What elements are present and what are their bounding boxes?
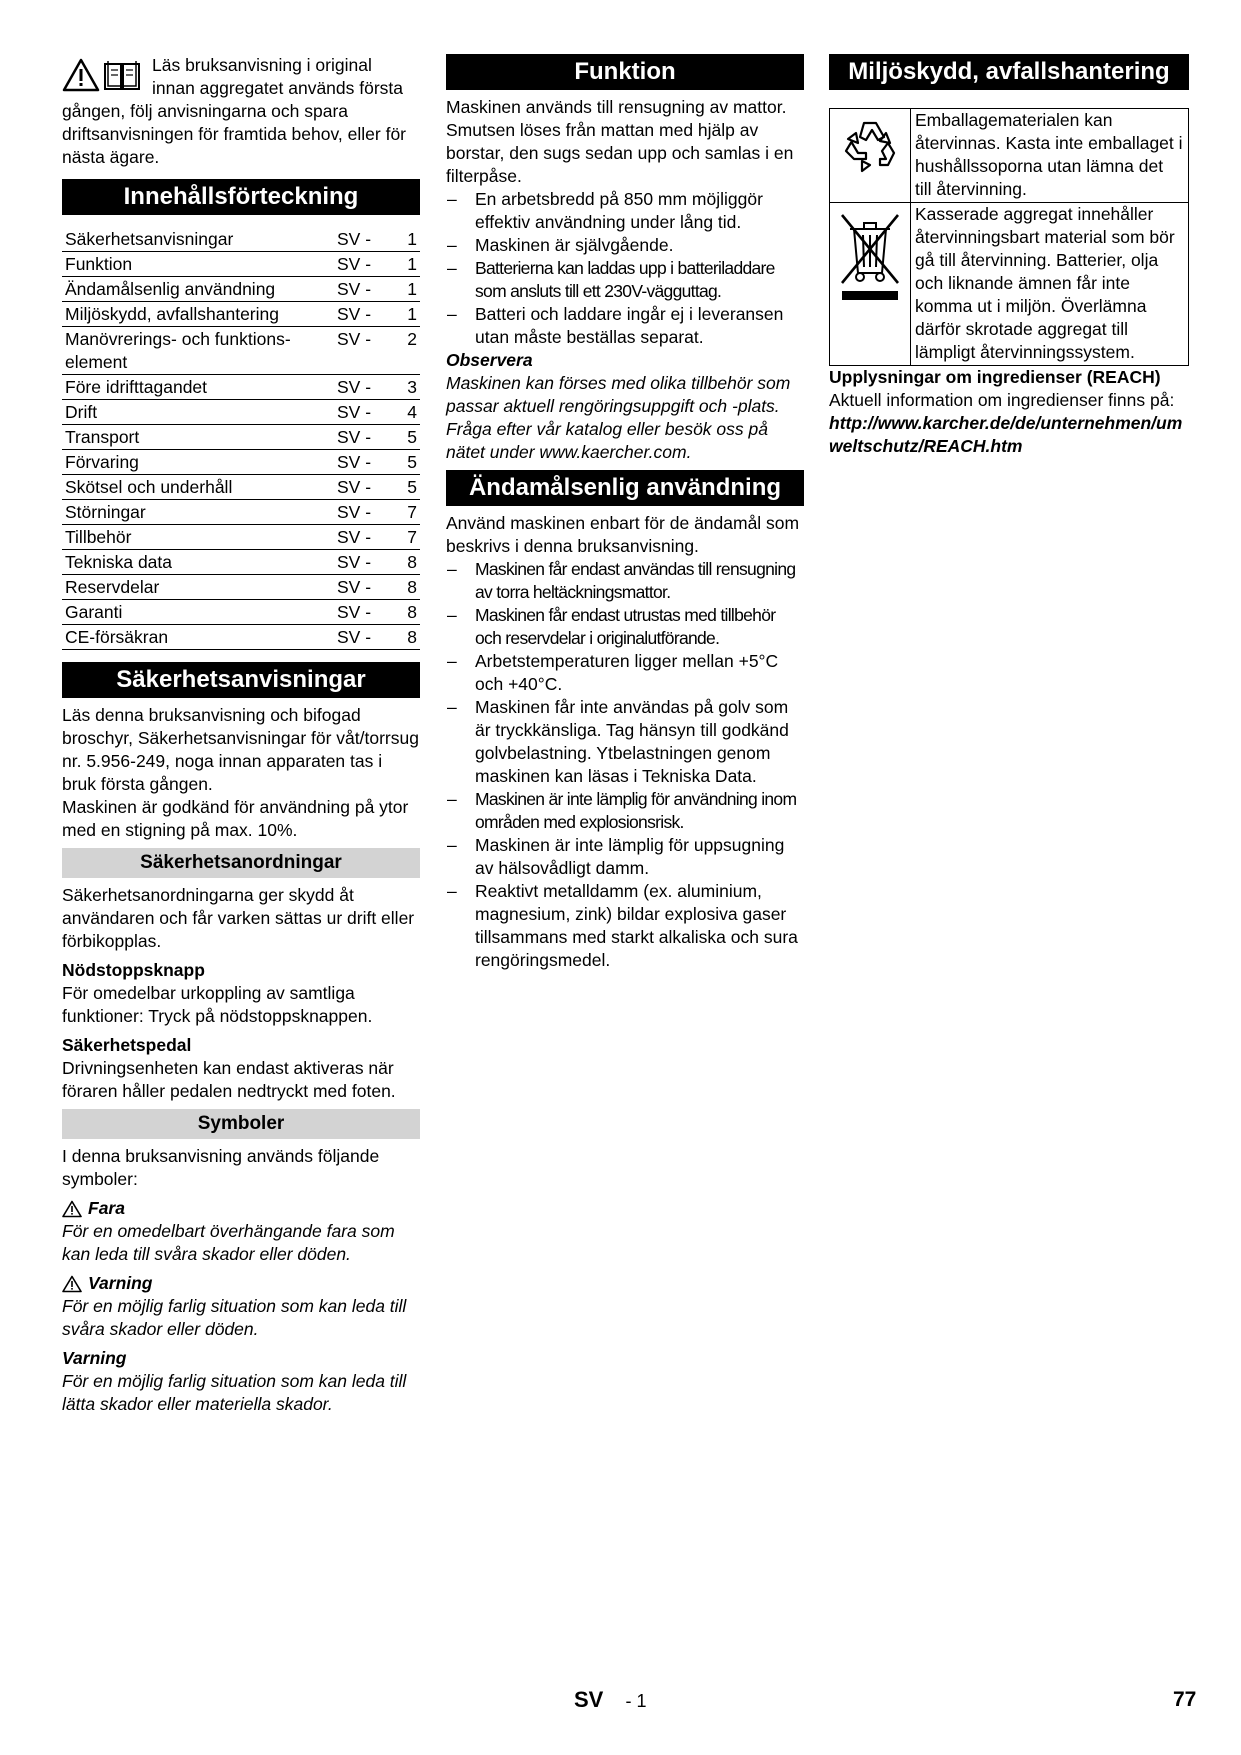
toc-entry-label: Före idrifttagandet — [62, 375, 334, 400]
safety-devices-text: Säkerhetsanordningarna ger skydd åt användaren och får varken sättas ur drift eller förbikopplas. — [62, 885, 415, 951]
toc-entry-page: 7 — [396, 500, 420, 525]
toc-entry-section: SV - — [334, 425, 396, 450]
toc-entry-page: 1 — [396, 277, 420, 302]
toc-entry-section: SV - — [334, 550, 396, 575]
toc-entry-section: SV - — [334, 252, 396, 277]
toc-entry-section: SV - — [334, 500, 396, 525]
toc-row[interactable] — [62, 575, 420, 600]
warning-symbol-heading — [62, 1272, 420, 1295]
recycling-icon — [838, 113, 902, 177]
toc-entry-page: 1 — [396, 302, 420, 327]
toc-row[interactable] — [62, 475, 420, 500]
list-item: – Maskinen är självgående. — [446, 234, 804, 257]
toc-entry-section: SV - — [334, 227, 396, 252]
note-text-2: Fråga efter vår katalog eller besök oss på nätet under www.kaercher.com. — [446, 419, 768, 462]
toc-entry-page: 8 — [396, 600, 420, 625]
toc-entry-label: Drift — [62, 400, 334, 425]
toc-row[interactable] — [62, 227, 420, 252]
caution-text: För en möjlig farlig situation som kan leda till lätta skador eller materiella skador. — [62, 1371, 407, 1414]
toc-row[interactable] — [62, 500, 420, 525]
list-item: – Maskinen är inte lämplig för uppsugning av hälsovådligt damm. — [446, 834, 804, 880]
toc-entry-label: CE-försäkran — [62, 625, 334, 650]
toc-entry-page: 8 — [396, 550, 420, 575]
toc-entry-label: Tillbehör — [62, 525, 334, 550]
toc-entry-label: Tekniska data — [62, 550, 334, 575]
intro-icons — [62, 58, 142, 92]
estop-heading: Nödstoppsknapp — [62, 960, 205, 980]
toc-entry-label: Funktion — [62, 252, 334, 277]
toc-entry-section: SV - — [334, 575, 396, 600]
toc-entry-section: SV - — [334, 277, 396, 302]
crossed-bin-icon — [836, 207, 904, 303]
caution-label: Varning — [62, 1348, 127, 1368]
toc-entry-section: SV - — [334, 625, 396, 650]
toc-heading: Innehållsförteckning — [62, 179, 420, 215]
function-text: Maskinen används till rensugning av mattor. Smutsen löses från mattan med hjälp av borstar, den sugs sedan upp och samlas i en filterpåse. — [446, 97, 794, 186]
toc-entry-label: Förvaring — [62, 450, 334, 475]
danger-text: För en omedelbart överhängande fara som kan leda till svåra skador eller döden. — [62, 1221, 395, 1264]
safety-paragraph-1: Läs denna bruksanvisning och bifogad broschyr, Säkerhetsanvisningar för våt/torrsug nr. 5.956-249, noga innan apparaten tas i bruk första gången. — [62, 705, 419, 794]
column-right — [829, 54, 1189, 458]
list-item: – Maskinen får endast användas till rensugning av torra heltäckningsmattor. — [446, 558, 804, 604]
safety-devices-heading: Säkerhetsanordningar — [62, 848, 420, 878]
toc-entry-label: Miljöskydd, avfallshantering — [62, 302, 334, 327]
toc-entry-label: Manövrerings- och funktions-element — [62, 327, 334, 375]
reach-text: Aktuell information om ingredienser finns på: — [829, 390, 1175, 410]
danger-label: Fara — [88, 1198, 125, 1218]
intro-rest: gången, följ anvisningarna och spara driftsanvisningen för framtida behov, eller för nästa ägare. — [62, 101, 407, 167]
safety-paragraph-2: Maskinen är godkänd för användning på ytor med en stigning på max. 10%. — [62, 797, 409, 840]
list-item: – Maskinen är inte lämplig för användning inom områden med explosionsrisk. — [446, 788, 804, 834]
intro-line-1: Läs bruksanvisning i original — [152, 55, 372, 75]
toc-entry-page: 8 — [396, 625, 420, 650]
toc-row[interactable] — [62, 600, 420, 625]
toc-row[interactable] — [62, 327, 420, 375]
intended-use-text: Använd maskinen enbart för de ändamål som beskrivs i denna bruksanvisning. — [446, 513, 800, 556]
toc-row[interactable] — [62, 375, 420, 400]
list-item: – En arbetsbredd på 850 mm möjliggör effektiv användning under lång tid. — [446, 188, 804, 234]
toc-entry-label: Garanti — [62, 600, 334, 625]
toc-entry-page: 4 — [396, 400, 420, 425]
list-item: – Maskinen får endast utrustas med tillbehör och reservdelar i originalutförande. — [446, 604, 804, 650]
reach-link[interactable]: http://www.karcher.de/de/unternehmen/umweltschutz/REACH.htm — [829, 413, 1183, 456]
column-middle — [446, 54, 804, 972]
warning-triangle-icon — [62, 1275, 82, 1293]
toc-row[interactable] — [62, 550, 420, 575]
warning-triangle-icon — [62, 58, 100, 92]
pedal-heading: Säkerhetspedal — [62, 1035, 192, 1055]
warning-label: Varning — [88, 1273, 153, 1293]
page-number: 77 — [1173, 1688, 1197, 1711]
function-heading: Funktion — [446, 54, 804, 90]
toc-entry-label: Säkerhetsanvisningar — [62, 227, 334, 252]
warning-text: För en möjlig farlig situation som kan leda till svåra skador eller döden. — [62, 1296, 407, 1339]
toc-row[interactable] — [62, 302, 420, 327]
toc-entry-section: SV - — [334, 600, 396, 625]
toc-entry-page: 5 — [396, 450, 420, 475]
danger-symbol-heading — [62, 1197, 420, 1220]
intro-line-2: innan aggregatet används första — [152, 78, 404, 98]
pedal-text: Drivningsenheten kan endast aktiveras när föraren håller pedalen nedtryckt med foten. — [62, 1058, 396, 1101]
toc-entry-section: SV - — [334, 475, 396, 500]
toc-entry-page: 2 — [396, 327, 420, 375]
list-item: – Arbetstemperaturen ligger mellan +5°C och +40°C. — [446, 650, 804, 696]
estop-text: För omedelbar urkoppling av samtliga funktioner: Tryck på nödstoppsknappen. — [62, 983, 373, 1026]
toc-row[interactable] — [62, 277, 420, 302]
toc-row[interactable] — [62, 625, 420, 650]
toc-entry-section: SV - — [334, 302, 396, 327]
symbols-heading: Symboler — [62, 1109, 420, 1139]
manual-book-icon — [102, 58, 142, 92]
packaging-text: Emballagematerialen kan återvinnas. Kasta inte emballaget i hushållssoporna utan lämna det till återvinning. — [911, 109, 1189, 203]
toc-entry-section: SV - — [334, 375, 396, 400]
list-item: – Batteri och laddare ingår ej i leveransen utan måste beställas separat. — [446, 303, 804, 349]
note-heading: Observera — [446, 350, 533, 370]
toc-row[interactable] — [62, 450, 420, 475]
toc-entry-page: 1 — [396, 227, 420, 252]
toc-entry-label: Skötsel och underhåll — [62, 475, 334, 500]
toc-row[interactable] — [62, 525, 420, 550]
column-left — [62, 54, 420, 1416]
toc-entry-page: 1 — [396, 252, 420, 277]
symbols-intro: I denna bruksanvisning används följande symboler: — [62, 1146, 380, 1189]
table-row — [830, 203, 1189, 366]
intro-notice — [62, 54, 420, 169]
toc-entry-section: SV - — [334, 327, 396, 375]
intended-use-heading: Ändamålsenlig användning — [446, 470, 804, 506]
environment-table — [829, 108, 1189, 366]
toc-entry-page: 7 — [396, 525, 420, 550]
toc-entry-section: SV - — [334, 525, 396, 550]
toc-table — [62, 227, 420, 650]
footer-section-label — [574, 1688, 647, 1713]
toc-entry-page: 3 — [396, 375, 420, 400]
toc-entry-page: 8 — [396, 575, 420, 600]
toc-entry-label: Transport — [62, 425, 334, 450]
toc-entry-section: SV - — [334, 400, 396, 425]
function-list — [446, 188, 804, 349]
footer-page-label: - 1 — [625, 1691, 647, 1711]
footer-lang: SV — [574, 1687, 604, 1712]
table-row — [830, 109, 1189, 203]
toc-entry-page: 5 — [396, 475, 420, 500]
toc-row[interactable] — [62, 400, 420, 425]
disposal-text: Kasserade aggregat innehåller återvinningsbart material som bör gå till återvinning. Batterier, olja och liknande ämnen får inte komma ut i miljön. Överlämna därför skrotade aggregat till lämpligt återvinningssystem. — [911, 203, 1189, 366]
toc-entry-section: SV - — [334, 450, 396, 475]
intended-use-list — [446, 558, 804, 972]
toc-entry-label: Reservdelar — [62, 575, 334, 600]
note-text-1: Maskinen kan förses med olika tillbehör som passar aktuell rengöringsuppgift och -plats. — [446, 373, 791, 416]
toc-entry-label: Störningar — [62, 500, 334, 525]
toc-row[interactable] — [62, 252, 420, 277]
toc-entry-label: Ändamålsenlig användning — [62, 277, 334, 302]
environment-heading: Miljöskydd, avfallshantering — [829, 54, 1189, 90]
list-item: – Maskinen får inte användas på golv som är tryckkänsliga. Tag hänsyn till godkänd golvbelastning. Ytbelastningen genom maskinen kan läsas i Tekniska Data. — [446, 696, 804, 788]
list-item: – Batterierna kan laddas upp i batteriladdare som ansluts till ett 230V-vägguttag. — [446, 257, 804, 303]
list-item: – Reaktivt metalldamm (ex. aluminium, magnesium, zink) bildar explosiva gaser tillsammans med starkt alkaliska och sura rengöringsmedel. — [446, 880, 804, 972]
toc-entry-page: 5 — [396, 425, 420, 450]
reach-heading: Upplysningar om ingredienser (REACH) — [829, 367, 1161, 387]
warning-triangle-icon — [62, 1200, 82, 1218]
safety-heading: Säkerhetsanvisningar — [62, 662, 420, 698]
toc-row[interactable] — [62, 425, 420, 450]
